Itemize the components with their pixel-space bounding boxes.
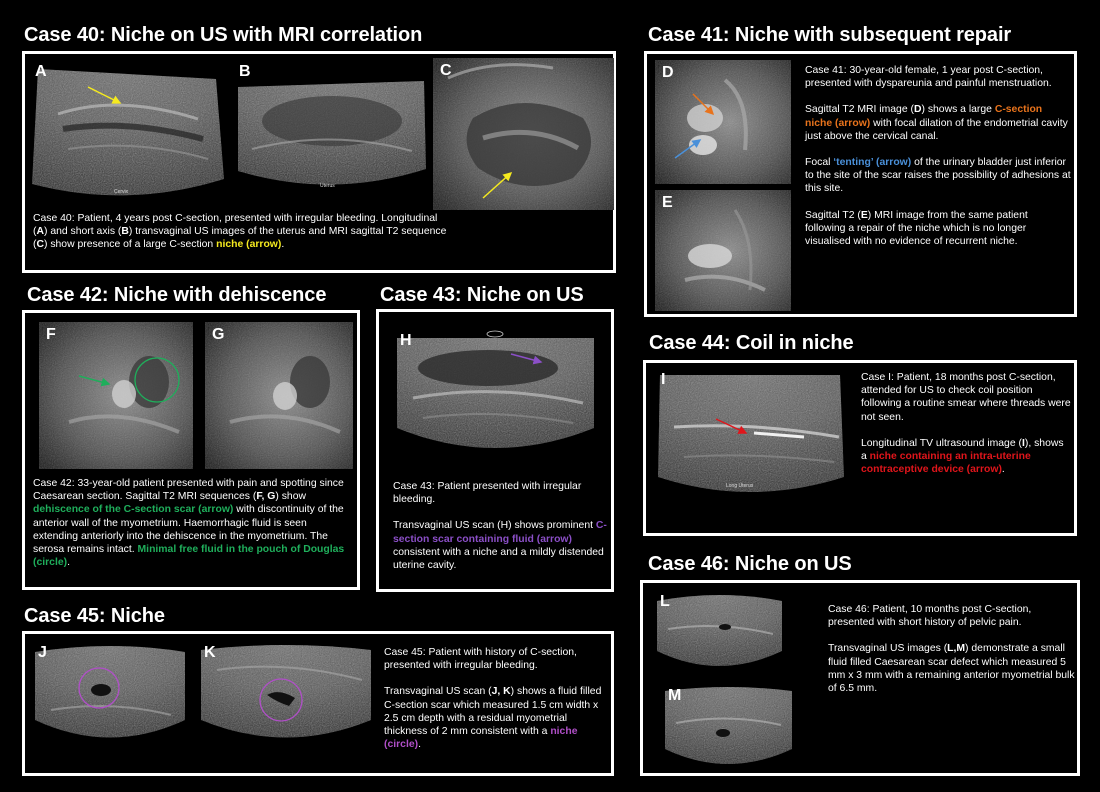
image-label-e: E	[662, 194, 673, 211]
case44-p2-text-2: ), shows a	[861, 437, 1064, 463]
image-m-ultrasound	[661, 683, 796, 773]
case41-description	[805, 64, 1071, 248]
image-label-i: I	[661, 371, 666, 388]
case42-text-4: .	[67, 557, 70, 569]
case43-title: Case 43: Niche on US	[380, 284, 584, 306]
image-j-ultrasound	[31, 640, 189, 748]
case44-paragraph-2	[861, 437, 1071, 477]
image-label-c: C	[440, 62, 452, 79]
image-label-d: D	[662, 64, 674, 81]
case41-highlight-blue: ‘tenting’ (arrow)	[833, 157, 912, 169]
image-h-ultrasound	[393, 328, 598, 458]
image-a-caption: Cervix	[114, 189, 129, 195]
case44-p2-text-3: .	[1001, 464, 1005, 476]
case41-p4-text-2: ) MRI image from the same patient following a repair of the niche which is no longer visualised with no evidence of recurrent niche.	[805, 209, 1028, 248]
case43-p2-text-1: Transvaginal US scan (H) shows prominent	[393, 520, 596, 532]
case43-panel	[376, 309, 614, 592]
case41-panel	[644, 51, 1077, 317]
image-label-g: G	[212, 326, 225, 343]
image-e-mri	[655, 190, 791, 311]
case46-p2-text-1: Transvaginal US images (	[828, 643, 948, 655]
case46-paragraph-2	[828, 642, 1078, 695]
case43-p2-text-2: consistent with a niche and a mildly distended uterine cavity.	[393, 546, 604, 572]
case40-text-2: ) and short axis (	[43, 226, 122, 238]
case41-p2-text-2: ) shows a large	[921, 104, 995, 116]
image-b-caption: Uterus	[320, 183, 335, 189]
image-label-k: K	[204, 644, 216, 661]
case45-highlight: niche (circle)	[384, 726, 578, 751]
case42-highlight-2: Minimal free fluid in the pouch of Douglas (circle)	[33, 544, 345, 569]
case46-p2-text-2: ) demonstrate a small fluid filled Caesarean scar defect which measured 5 mm x 3 mm with a remaining anterior myometrial bulk of 6.5 mm.	[828, 643, 1075, 695]
image-i-caption: Long Uterus	[726, 483, 754, 489]
case44-p2-text-1: Longitudinal TV ultrasound image (	[861, 437, 1022, 449]
case40-highlight: niche (arrow)	[216, 239, 282, 251]
case41-paragraph-2	[805, 103, 1071, 143]
case40-text-5: .	[281, 239, 285, 251]
case42-title: Case 42: Niche with dehiscence	[27, 284, 327, 306]
case41-title: Case 41: Niche with subsequent repair	[648, 24, 1012, 46]
case45-p2-text-1: Transvaginal US scan (	[384, 686, 492, 698]
image-label-f: F	[46, 326, 56, 343]
image-b-ultrasound	[232, 59, 430, 199]
case43-highlight: C-section scar containing fluid (arrow)	[393, 520, 607, 545]
case44-paragraph-1: Case I: Patient, 18 months post C-section, attended for US to check coil position following a routine smear where threads were not seen.	[861, 372, 1071, 423]
case41-p2-text-3: with focal dilation of the endometrial cavity just above the cervical canal.	[805, 117, 1068, 142]
case45-paragraph-1: Case 45: Patient with history of C-section, presented with irregular bleeding.	[384, 647, 577, 672]
case40-panel	[22, 51, 616, 273]
case46-title: Case 46: Niche on US	[648, 553, 852, 575]
case40-ref-b: B	[121, 226, 129, 238]
case41-paragraph-1: Case 41: 30-year-old female, 1 year post C-section, presented with dyspareunia and painful menstruation.	[805, 65, 1052, 90]
case45-description	[384, 646, 610, 751]
case45-p2-text-2: ) shows a fluid filled C-section scar which measured 1.5 cm width x 2.5 cm depth with a residual myometrial thickness of 2 mm consistent with a	[384, 686, 602, 738]
image-a-ultrasound	[28, 59, 226, 199]
case42-text-2: ) show	[275, 491, 306, 503]
image-label-a: A	[35, 63, 47, 80]
case41-paragraph-3	[805, 156, 1071, 196]
case41-ref-d: D	[913, 104, 922, 116]
case41-paragraph-4	[805, 209, 1071, 249]
case44-panel	[643, 360, 1077, 536]
image-c-mri	[433, 58, 614, 210]
case44-ref-i: I	[1021, 437, 1025, 449]
image-label-b: B	[239, 63, 251, 80]
image-d-mri	[655, 60, 791, 184]
image-i-ultrasound	[654, 367, 846, 497]
image-label-m: M	[668, 687, 682, 704]
case41-p3-text-1: Focal	[805, 157, 834, 169]
case46-panel	[640, 580, 1080, 776]
case41-p3-text-2: of the urinary bladder just inferior to the site of the scar raises the possibility of adhesions at this site.	[805, 157, 1071, 195]
case44-highlight: niche containing an intra-uterine contraceptive device (arrow)	[861, 451, 1031, 476]
case46-paragraph-1: Case 46: Patient, 10 months post C-section, presented with short history of pelvic pain.	[828, 604, 1032, 629]
case40-description	[33, 212, 453, 252]
image-label-l: L	[660, 593, 670, 610]
case43-paragraph-2	[393, 519, 609, 572]
case41-highlight-orange: C-section niche (arrow)	[805, 104, 1043, 129]
case40-text-1: Case 40: Patient, 4 years post C-section, presented with irregular bleeding. Longitudinal (	[33, 213, 438, 238]
case42-text-1: Case 42: 33-year-old patient presented with pain and spotting since Caesarean section. Sagittal T2 MRI sequences (	[33, 478, 344, 503]
case41-p4-text-1: Sagittal T2 (	[805, 209, 861, 221]
case42-description	[33, 477, 353, 569]
case41-p2-text-1: Sagittal T2 MRI image (	[805, 104, 914, 116]
case45-p2-text-3: .	[418, 739, 421, 751]
image-k-ultrasound	[197, 640, 375, 754]
case46-ref-lm: L,M	[947, 643, 966, 655]
case42-highlight-1: dehiscence of the C-section scar (arrow)	[33, 504, 234, 516]
image-f-mri	[39, 322, 193, 469]
case40-ref-c: C	[36, 239, 44, 251]
image-g-mri	[205, 322, 353, 469]
case43-description	[393, 480, 609, 572]
case43-paragraph-1: Case 43: Patient presented with irregular bleeding.	[393, 481, 582, 506]
case45-title: Case 45: Niche	[24, 605, 165, 627]
case45-paragraph-2	[384, 685, 610, 751]
case44-title: Case 44: Coil in niche	[649, 332, 854, 354]
image-l-ultrasound	[653, 589, 786, 675]
case45-ref-jk: J, K	[491, 686, 511, 698]
image-label-j: J	[38, 644, 47, 661]
case40-title: Case 40: Niche on US with MRI correlation	[24, 24, 423, 46]
case44-description	[861, 371, 1071, 476]
case45-panel	[22, 631, 614, 776]
case42-text-3: with discontinuity of the anterior wall of the myometrium. Haemorrhagic fluid is seen extending anteriorly into the dehiscence in the myometrium. The serosa remains intact.	[33, 504, 344, 556]
image-label-h: H	[400, 332, 412, 349]
case41-ref-e: E	[860, 209, 868, 221]
case42-ref-fg: F, G	[256, 491, 276, 503]
case46-description	[828, 603, 1078, 695]
case40-text-3: ) transvaginal US images of the uterus and MRI sagittal T2 sequence (	[33, 226, 447, 251]
case40-ref-a: A	[36, 226, 44, 238]
case40-text-4: ) show presence of a large C-section	[43, 239, 217, 251]
case42-panel	[22, 310, 360, 590]
